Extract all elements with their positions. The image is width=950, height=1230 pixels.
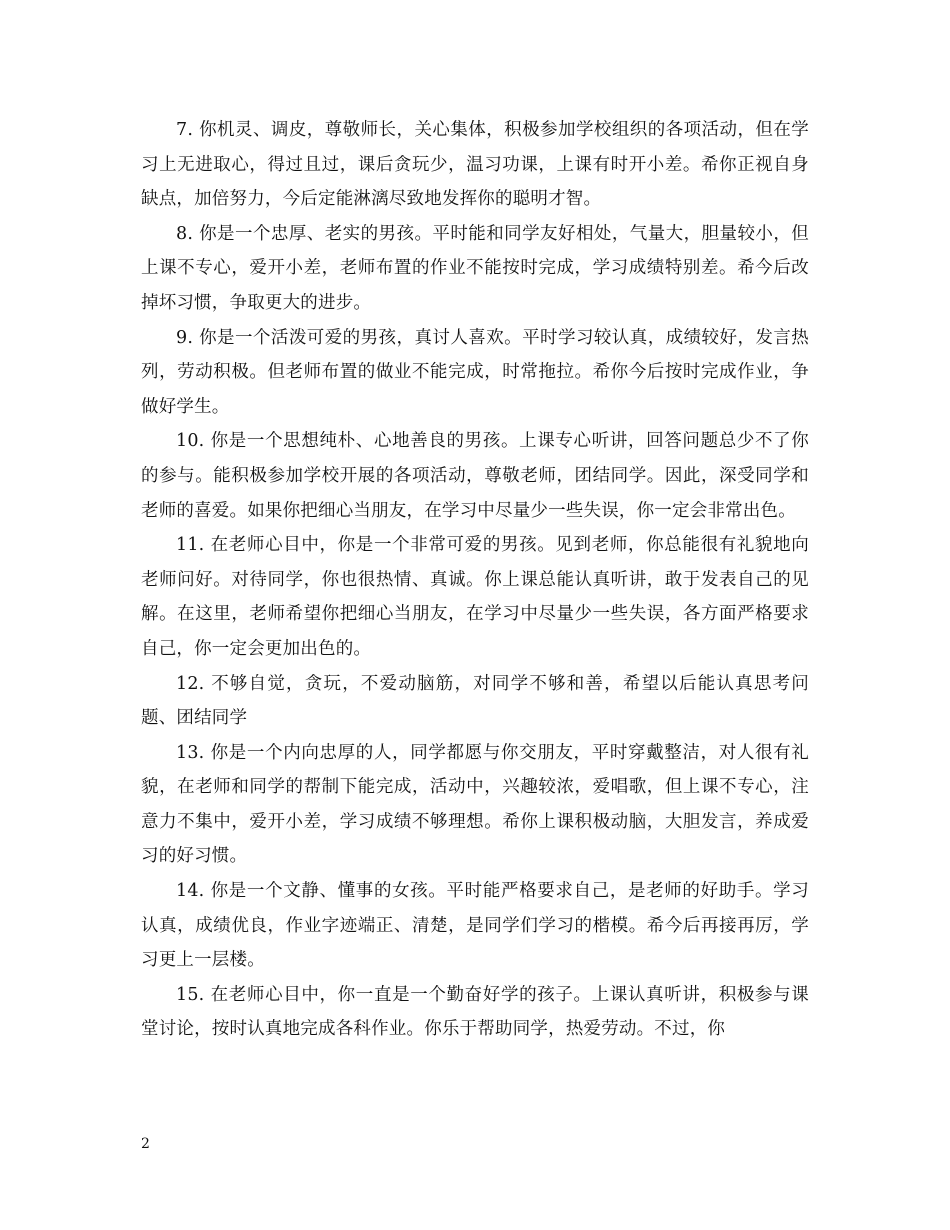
comment-paragraph-11: 11. 在老师心目中，你是一个非常可爱的男孩。见到老师，你总能很有礼貌地向老师问好。对待同学，你也很热情、真诚。你上课总能认真听讲，敢于发表自己的见解。在这里，老师希望你把细心当朋友，在学习中尽量少一些失误，各方面严格要求自己，你一定会更加出色的。 [141,535,809,659]
document-body [141,113,809,1047]
comment-paragraph-14: 14. 你是一个文静、懂事的女孩。平时能严格要求自己，是老师的好助手。学习认真，成绩优良，作业字迹端正、清楚，是同学们学习的楷模。希今后再接再厉，学习更上一层楼。 [141,881,809,971]
comment-paragraph-9: 9. 你是一个活泼可爱的男孩，真讨人喜欢。平时学习较认真，成绩较好，发言热列，劳动积极。但老师布置的做业不能完成，时常拖拉。希你今后按时完成作业，争做好学生。 [141,327,809,417]
comment-paragraph-7: 7. 你机灵、调皮，尊敬师长，关心集体，积极参加学校组织的各项活动，但在学习上无进取心，得过且过，课后贪玩少，温习功课，上课有时开小差。希你正视自身缺点，加倍努力，今后定能淋漓尽致地发挥你的聪明才智。 [141,120,809,210]
comment-paragraph-13: 13. 你是一个内向忠厚的人，同学都愿与你交朋友，平时穿戴整洁，对人很有礼貌，在老师和同学的帮制下能完成，活动中，兴趣较浓，爱唱歌，但上课不专心，注意力不集中，爱开小差，学习成绩不够理想。希你上课积极动脑，大胆发言，养成爱习的好习惯。 [141,742,809,867]
comment-paragraph-8: 8. 你是一个忠厚、老实的男孩。平时能和同学友好相处，气量大，胆量较小，但上课不专心，爱开小差，老师布置的作业不能按时完成，学习成绩特别差。希今后改掉坏习惯，争取更大的进步。 [141,223,809,313]
comment-paragraph-15: 15. 在老师心目中，你一直是一个勤奋好学的孩子。上课认真听讲，积极参与课堂讨论，按时认真地完成各科作业。你乐于帮助同学，热爱劳动。不过，你 [141,984,809,1040]
page-number: 2 [141,1136,150,1152]
comment-paragraph-12: 12. 不够自觉，贪玩，不爱动脑筋，对同学不够和善，希望以后能认真思考问题、团结同学 [141,673,809,729]
comment-paragraph-10: 10. 你是一个思想纯朴、心地善良的男孩。上课专心听讲，回答问题总少不了你的参与。能积极参加学校开展的各项活动，尊敬老师，团结同学。因此，深受同学和老师的喜爱。如果你把细心当朋友，在学习中尽量少一些失误，你一定会非常出色。 [141,431,809,521]
